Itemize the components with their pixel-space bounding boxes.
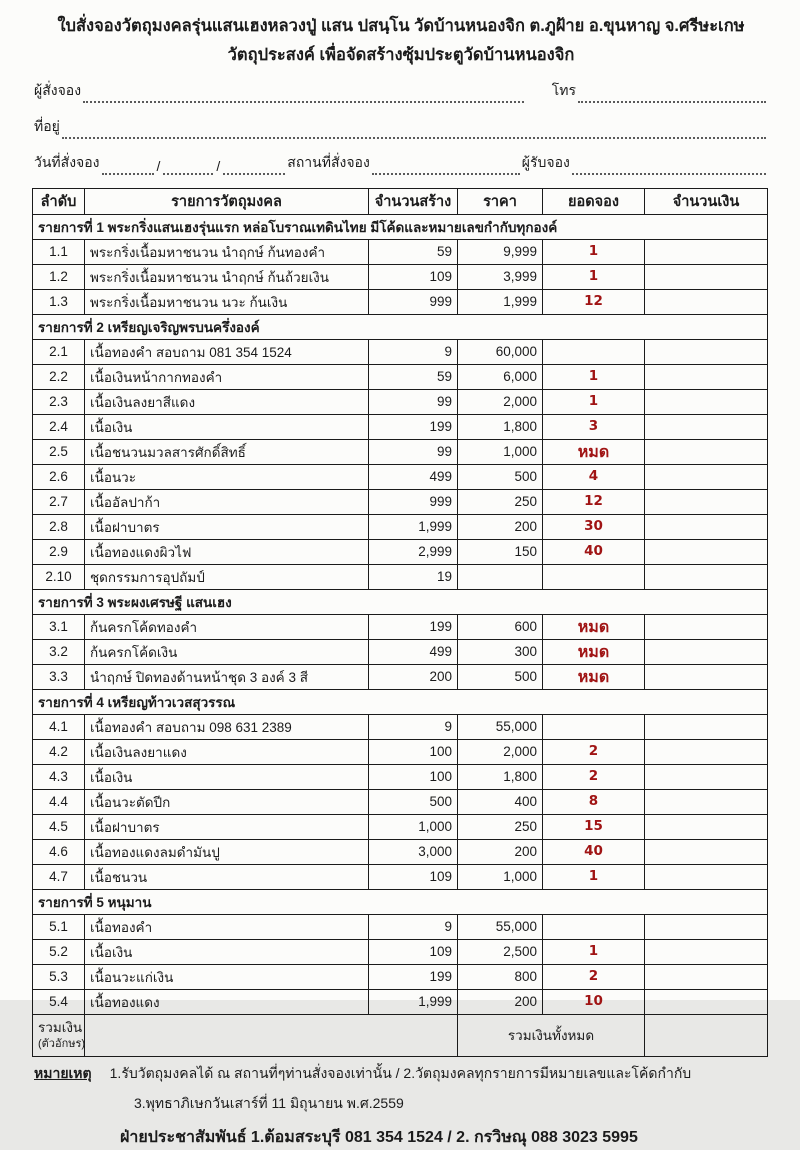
booked-amount-cell: 1 [543,389,645,414]
money-amount-cell [645,339,768,364]
booked-amount-cell: 10 [543,989,645,1014]
table-row [33,614,768,639]
booked-amount-cell: 40 [543,539,645,564]
booked-amount-cell: 1 [543,864,645,889]
price-cell: 55,000 [458,714,543,739]
orderer-line [34,80,768,103]
item-name-cell: เนื้อเงิน [85,414,369,439]
booked-amount-cell: 40 [543,839,645,864]
row-number-cell: 2.7 [33,489,85,514]
table-row [33,964,768,989]
money-amount-cell [645,789,768,814]
qty-made-cell: 100 [369,739,458,764]
item-name-cell: เนื้อทองคำ [85,914,369,939]
item-name-cell: เนื้อทองแดงผิวไฟ [85,539,369,564]
table-header-row [33,188,768,214]
table-row [33,364,768,389]
form-title [32,12,770,70]
row-number-cell: 4.5 [33,814,85,839]
booked-amount-cell: 15 [543,814,645,839]
item-name-cell: นำฤกษ์ ปิดทองด้านหน้าชุด 3 องค์ 3 สี [85,664,369,689]
table-row [33,339,768,364]
row-number-cell: 2.1 [33,339,85,364]
booked-amount-cell: 1 [543,939,645,964]
price-cell: 2,500 [458,939,543,964]
booked-amount-cell: หมด [543,664,645,689]
money-amount-cell [645,639,768,664]
money-amount-cell [645,814,768,839]
money-amount-cell [645,414,768,439]
date-separator-1: / [156,157,161,174]
price-cell: 200 [458,514,543,539]
price-cell: 55,000 [458,914,543,939]
price-cell: 1,999 [458,289,543,314]
item-name-cell: ก้นครกโค้ดเงิน [85,639,369,664]
item-name-cell: ชุดกรรมการอุปถัมป์ [85,564,369,589]
booked-amount-cell [543,339,645,364]
table-row [33,764,768,789]
section-title: รายการที่ 5 หนุมาน [33,889,768,914]
money-amount-cell [645,464,768,489]
contact-line: ฝ่ายประชาสัมพันธ์ 1.ต้อมสระบุรี 081 354 1524 / 2. กรวิษณุ 088 3023 5995 [120,1128,638,1146]
table-row [33,264,768,289]
receiver-label: ผู้รับจอง [521,153,570,170]
row-number-cell: 2.2 [33,364,85,389]
booked-amount-cell [543,564,645,589]
item-name-cell: เนื้อเงิน [85,939,369,964]
item-name-cell: พระกริ่งเนื้อมหาชนวน นำฤกษ์ ก้นทองคำ [85,239,369,264]
booked-amount-cell: หมด [543,614,645,639]
price-cell: 2,000 [458,739,543,764]
qty-made-cell: 1,999 [369,989,458,1014]
item-name-cell: เนื้อทองแดง [85,989,369,1014]
money-amount-cell [645,864,768,889]
item-name-cell: เนื้อทองคำ สอบถาม 081 354 1524 [85,339,369,364]
item-name-cell: เนื้อนวะแก่เงิน [85,964,369,989]
row-number-cell: 4.7 [33,864,85,889]
col-header-item: รายการวัตถุมงคล [85,188,369,214]
money-amount-cell [645,289,768,314]
notes-line-1 [34,1063,770,1085]
table-row [33,489,768,514]
money-amount-cell [645,714,768,739]
section-header-row [33,589,768,614]
qty-made-cell: 59 [369,239,458,264]
booked-amount-cell: 12 [543,289,645,314]
price-cell: 200 [458,989,543,1014]
table-row [33,739,768,764]
price-cell: 200 [458,839,543,864]
row-number-cell: 2.10 [33,564,85,589]
money-amount-cell [645,439,768,464]
total-words-value-cell [85,1014,458,1056]
qty-made-cell: 3,000 [369,839,458,864]
price-cell: 1,800 [458,764,543,789]
price-cell: 250 [458,814,543,839]
price-cell: 600 [458,614,543,639]
money-amount-cell [645,514,768,539]
table-row [33,289,768,314]
booked-amount-cell: 1 [543,239,645,264]
price-cell: 800 [458,964,543,989]
money-amount-cell [645,914,768,939]
row-number-cell: 4.1 [33,714,85,739]
qty-made-cell: 109 [369,864,458,889]
item-name-cell: เนื้อเงิน [85,764,369,789]
row-number-cell: 2.6 [33,464,85,489]
row-number-cell: 2.4 [33,414,85,439]
orderer-label: ผู้สั่งจอง [34,81,82,98]
money-amount-cell [645,564,768,589]
address-line [34,116,768,139]
qty-made-cell: 500 [369,789,458,814]
booked-amount-cell: 1 [543,264,645,289]
table-row [33,639,768,664]
table-row [33,714,768,739]
booked-amount-cell: 4 [543,464,645,489]
table-row [33,789,768,814]
date-day-fill [102,158,154,175]
row-number-cell: 1.1 [33,239,85,264]
table-row [33,564,768,589]
money-amount-cell [645,839,768,864]
qty-made-cell: 99 [369,439,458,464]
qty-made-cell: 199 [369,614,458,639]
item-name-cell: เนื้อทองคำ สอบถาม 098 631 2389 [85,714,369,739]
total-words-label-line2: (ตัวอักษร) [38,1037,86,1050]
money-amount-cell [645,264,768,289]
total-words-label [33,1014,85,1056]
qty-made-cell: 9 [369,339,458,364]
item-name-cell: เนื้อนวะตัดปีก [85,789,369,814]
price-cell: 1,000 [458,864,543,889]
price-cell: 500 [458,664,543,689]
money-amount-cell [645,489,768,514]
booked-amount-cell [543,914,645,939]
table-row [33,989,768,1014]
table-row [33,939,768,964]
total-words-label-line1: รวมเงิน [38,1020,83,1036]
row-number-cell: 2.9 [33,539,85,564]
section-title: รายการที่ 2 เหรียญเจริญพรบนครึ่งองค์ [33,314,768,339]
notes-label: หมายเหตุ [34,1064,92,1081]
price-cell: 150 [458,539,543,564]
price-cell: 400 [458,789,543,814]
price-cell: 300 [458,639,543,664]
price-cell: 3,999 [458,264,543,289]
qty-made-cell: 200 [369,664,458,689]
section-title: รายการที่ 4 เหรียญท้าวเวสสุวรรณ [33,689,768,714]
price-cell: 9,999 [458,239,543,264]
qty-made-cell: 99 [369,389,458,414]
col-header-booked: ยอดจอง [543,188,645,214]
row-number-cell: 2.3 [33,389,85,414]
money-amount-cell [645,939,768,964]
form-fields [34,80,768,175]
item-name-cell: เนื้อนวะ [85,464,369,489]
row-number-cell: 3.2 [33,639,85,664]
table-row [33,414,768,439]
qty-made-cell: 100 [369,764,458,789]
row-number-cell: 5.2 [33,939,85,964]
table-row [33,914,768,939]
row-number-cell: 3.3 [33,664,85,689]
booked-amount-cell: 1 [543,364,645,389]
booked-amount-cell: 2 [543,764,645,789]
qty-made-cell: 9 [369,714,458,739]
booked-amount-cell: หมด [543,439,645,464]
col-header-amount: จำนวนเงิน [645,188,768,214]
notes-section [34,1063,770,1150]
qty-made-cell: 9 [369,914,458,939]
order-table-body [33,214,768,1014]
notes-text-1: 1.รับวัตถุมงคลได้ ณ สถานที่ๆท่านสั่งจองเท่านั้น / 2.วัตถุมงคลทุกรายการมีหมายเลขและโค้ดกำกับ [109,1064,692,1081]
qty-made-cell: 1,999 [369,514,458,539]
col-header-price: ราคา [458,188,543,214]
date-separator-2: / [216,157,221,174]
form-title-line2: วัตถุประสงค์ เพื่อจัดสร้างซุ้มประตูวัดบ้านหนองจิก [227,45,575,64]
item-name-cell: ก้นครกโค้ดทองคำ [85,614,369,639]
qty-made-cell: 999 [369,489,458,514]
table-row [33,539,768,564]
row-number-cell: 5.1 [33,914,85,939]
item-name-cell: เนื้อชนวน [85,864,369,889]
qty-made-cell: 199 [369,964,458,989]
section-title: รายการที่ 3 พระผงเศรษฐี แสนเฮง [33,589,768,614]
row-number-cell: 4.3 [33,764,85,789]
phone-fill-line [578,86,766,103]
price-cell [458,564,543,589]
table-row [33,439,768,464]
table-row [33,239,768,264]
table-row [33,839,768,864]
price-cell: 6,000 [458,364,543,389]
item-name-cell: เนื้อเงินลงยาสีแดง [85,389,369,414]
booked-amount-cell: 12 [543,489,645,514]
total-row [33,1014,768,1056]
money-amount-cell [645,239,768,264]
item-name-cell: พระกริ่งเนื้อมหาชนวน นวะ ก้นเงิน [85,289,369,314]
qty-made-cell: 59 [369,364,458,389]
table-row [33,864,768,889]
price-cell: 500 [458,464,543,489]
money-amount-cell [645,739,768,764]
row-number-cell: 2.5 [33,439,85,464]
money-amount-cell [645,539,768,564]
booked-amount-cell: 3 [543,414,645,439]
date-place-line [34,152,768,175]
money-amount-cell [645,664,768,689]
price-cell: 1,000 [458,439,543,464]
qty-made-cell: 499 [369,464,458,489]
section-header-row [33,689,768,714]
form-title-line1: ใบสั่งจองวัตถุมงคลรุ่นแสนเฮงหลวงปู่ แสน ปสนฺโน วัดบ้านหนองจิก ต.ภูฝ้าย อ.ขุนหาญ จ.ศรีษะเกษ [57,17,745,35]
price-cell: 250 [458,489,543,514]
booked-amount-cell: 2 [543,964,645,989]
booked-amount-cell: 30 [543,514,645,539]
row-number-cell: 1.2 [33,264,85,289]
section-header-row [33,314,768,339]
item-name-cell: เนื้อฝาบาตร [85,814,369,839]
price-cell: 1,800 [458,414,543,439]
order-table [32,188,768,1057]
table-row [33,514,768,539]
item-name-cell: เนื้อชนวนมวลสารศักดิ์สิทธิ์ [85,439,369,464]
item-name-cell: พระกริ่งเนื้อมหาชนวน นำฤกษ์ ก้นถ้วยเงิน [85,264,369,289]
price-cell: 2,000 [458,389,543,414]
table-row [33,464,768,489]
orderer-fill-line [83,86,524,103]
row-number-cell: 3.1 [33,614,85,639]
money-amount-cell [645,364,768,389]
order-date-label: วันที่สั่งจอง [34,153,100,170]
money-amount-cell [645,614,768,639]
booked-amount-cell: หมด [543,639,645,664]
row-number-cell: 1.3 [33,289,85,314]
row-number-cell: 5.4 [33,989,85,1014]
table-row [33,814,768,839]
row-number-cell: 5.3 [33,964,85,989]
qty-made-cell: 1,000 [369,814,458,839]
col-header-qty: จำนวนสร้าง [369,188,458,214]
qty-made-cell: 109 [369,939,458,964]
money-amount-cell [645,964,768,989]
row-number-cell: 2.8 [33,514,85,539]
item-name-cell: เนื้อเงินลงยาแดง [85,739,369,764]
money-amount-cell [645,389,768,414]
booked-amount-cell: 2 [543,739,645,764]
qty-made-cell: 2,999 [369,539,458,564]
table-row [33,389,768,414]
grand-total-label: รวมเงินทั้งหมด [458,1014,645,1056]
section-header-row [33,214,768,239]
item-name-cell: เนื้อเงินหน้ากากทองคำ [85,364,369,389]
booked-amount-cell: 8 [543,789,645,814]
section-title: รายการที่ 1 พระกริ่งแสนเฮงรุ่นแรก หล่อโบราณเทดินไทย มีโค้ดและหมายเลขกำกับทุกองค์ [33,214,768,239]
phone-label: โทร [551,81,576,98]
section-header-row [33,889,768,914]
item-name-cell: เนื้อทองแดงลมดำมันปู [85,839,369,864]
address-fill-line [62,122,766,139]
price-cell: 60,000 [458,339,543,364]
receiver-fill-line [572,158,766,175]
money-amount-cell [645,989,768,1014]
qty-made-cell: 199 [369,414,458,439]
item-name-cell: เนื้อฝาบาตร [85,514,369,539]
row-number-cell: 4.4 [33,789,85,814]
table-row [33,664,768,689]
money-amount-cell [645,764,768,789]
qty-made-cell: 19 [369,564,458,589]
qty-made-cell: 109 [369,264,458,289]
date-year-fill [223,158,285,175]
item-name-cell: เนื้ออัลปาก้า [85,489,369,514]
col-header-no: ลำดับ [33,188,85,214]
address-label: ที่อยู่ [34,117,60,134]
date-month-fill [163,158,213,175]
notes-line-2: 3.พุทธาภิเษกวันเสาร์ที่ 11 มิถุนายน พ.ศ.2559 [134,1094,404,1111]
qty-made-cell: 499 [369,639,458,664]
booked-amount-cell [543,714,645,739]
row-number-cell: 4.6 [33,839,85,864]
row-number-cell: 4.2 [33,739,85,764]
place-fill-line [372,158,520,175]
grand-total-value-cell [645,1014,768,1056]
order-place-label: สถานที่สั่งจอง [287,153,370,170]
qty-made-cell: 999 [369,289,458,314]
